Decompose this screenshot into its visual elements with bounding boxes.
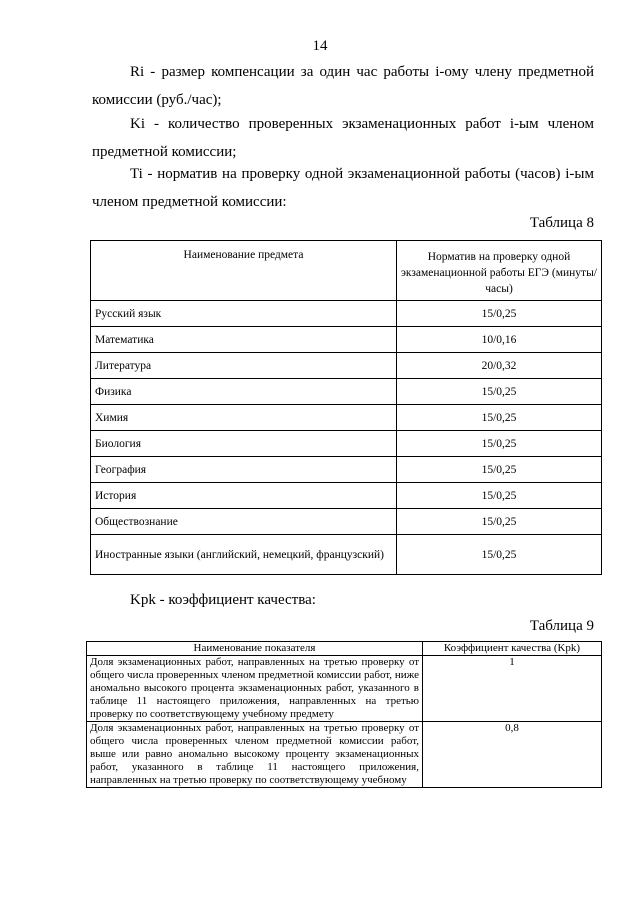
table9-indicator: Доля экзаменационных работ, направленных на третью проверку от общего числа проверенных членом предметной комиссии работ, выше или равно аномально высокому проценту экзаменационных работ, указанного в таблице 11 настоящего приложения, направленных на третью проверку по соответствующему учебному xyxy=(87,722,423,788)
table9-header-coef: Коэффициент качества (Kpk) xyxy=(423,642,602,656)
table-row xyxy=(87,722,602,788)
table9-caption: Таблица 9 xyxy=(529,618,594,634)
table9-coef: 0,8 xyxy=(423,722,602,788)
table8-subject: История xyxy=(91,483,397,509)
paragraph-ri xyxy=(92,58,594,114)
table8-norm: 15/0,25 xyxy=(397,457,602,483)
table9-header-indicator: Наименование показателя xyxy=(87,642,423,656)
table-row xyxy=(87,656,602,722)
table8-caption: Таблица 8 xyxy=(529,215,594,231)
table8 xyxy=(90,240,602,575)
table8-header-subject: Наименование предмета xyxy=(91,241,397,301)
paragraph-ti-text: Ti - норматив на проверку одной экзаменационной работы (часов) i-ым членом предметной комиссии: xyxy=(92,166,594,210)
table8-norm: 15/0,25 xyxy=(397,379,602,405)
table8-header-row xyxy=(91,241,602,301)
table8-norm: 15/0,25 xyxy=(397,483,602,509)
table-row xyxy=(91,379,602,405)
table8-subject: Обществознание xyxy=(91,509,397,535)
paragraph-ki-text: Ki - количество проверенных экзаменационных работ i-ым членом предметной комиссии; xyxy=(92,116,594,160)
table8-subject: Иностранные языки (английский, немецкий, французский) xyxy=(91,535,397,575)
table8-norm: 15/0,25 xyxy=(397,431,602,457)
table8-subject: География xyxy=(91,457,397,483)
table9-header-row xyxy=(87,642,602,656)
krk-definition: Kpk - коэффициент качества: xyxy=(130,592,316,608)
page-number: 14 xyxy=(312,38,328,54)
table-row xyxy=(91,535,602,575)
table8-norm: 15/0,25 xyxy=(397,509,602,535)
table-row xyxy=(91,483,602,509)
table-row xyxy=(91,327,602,353)
table-row xyxy=(91,457,602,483)
table8-norm: 10/0,16 xyxy=(397,327,602,353)
table-row xyxy=(91,405,602,431)
paragraph-ri-text: Ri - размер компенсации за один час работы i-ому члену предметной комиссии (руб./час); xyxy=(92,64,594,108)
table8-subject: Биология xyxy=(91,431,397,457)
table8-norm: 15/0,25 xyxy=(397,405,602,431)
table9-coef: 1 xyxy=(423,656,602,722)
paragraph-ki xyxy=(92,110,594,166)
table8-norm: 15/0,25 xyxy=(397,301,602,327)
table8-subject: Химия xyxy=(91,405,397,431)
paragraph-ti xyxy=(92,160,594,216)
table8-subject: Физика xyxy=(91,379,397,405)
table8-norm: 20/0,32 xyxy=(397,353,602,379)
table8-subject: Литература xyxy=(91,353,397,379)
table9-indicator: Доля экзаменационных работ, направленных на третью проверку от общего числа проверенных членом предметной комиссии работ, ниже аномально высокого процента экзаменационных работ, указанного в таблице 11 настоящего приложения, направленных на третью проверку по соответствующему учебному предмету xyxy=(87,656,423,722)
table8-subject: Математика xyxy=(91,327,397,353)
table-row xyxy=(91,353,602,379)
table-row xyxy=(91,431,602,457)
table8-norm: 15/0,25 xyxy=(397,535,602,575)
table-row xyxy=(91,509,602,535)
table8-subject: Русский язык xyxy=(91,301,397,327)
table8-header-norm: Норматив на проверку одной экзаменационной работы ЕГЭ (минуты/часы) xyxy=(397,241,602,301)
table-row xyxy=(91,301,602,327)
table9 xyxy=(86,641,602,788)
